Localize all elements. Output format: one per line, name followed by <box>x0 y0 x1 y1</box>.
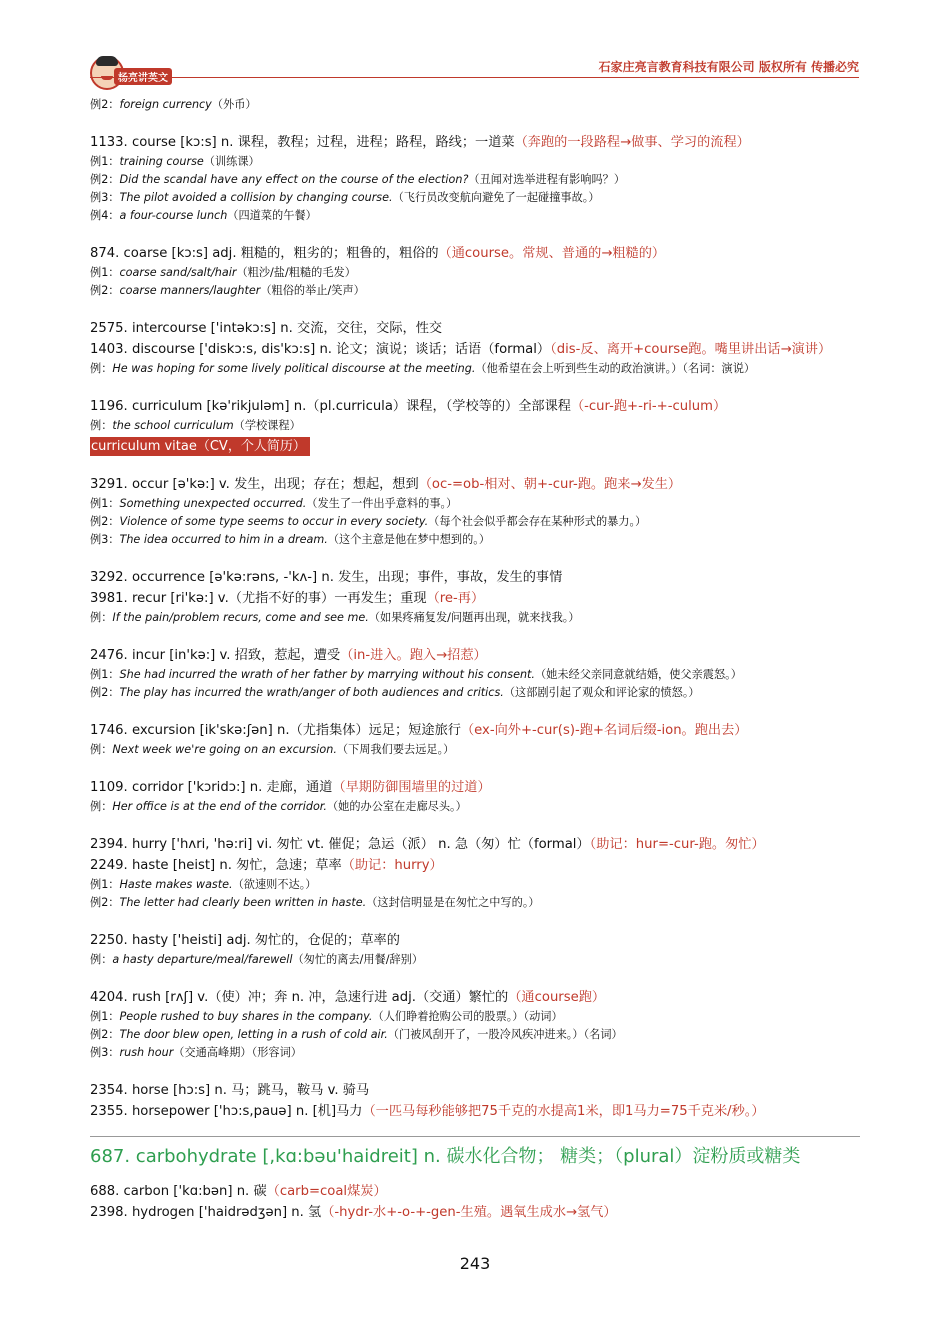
example-line: 例：Next week we're going on an excursion.（下周我们要去远足。） <box>90 743 455 756</box>
entry-carbon: 688. carbon ['kɑ:bən] n. 碳（carb=coal煤炭） <box>90 1184 387 1199</box>
entry-occur: 3291. occur [ə'kə:] v. 发生，出现；存在；想起，想到（oc-=ob-相对、朝+-cur-跑。跑来→发生） <box>90 477 682 492</box>
example-line: 例：Her office is at the end of the corridor.（她的办公室在走廊尽头。） <box>90 800 467 813</box>
entry-coarse: 874. coarse [kɔ:s] adj. 粗糙的，粗劣的；粗鲁的，粗俗的（通course。常规、普通的→粗糙的） <box>90 246 666 261</box>
example-line: 例：If the pain/problem recurs, come and see me.（如果疼痛复发/问题再出现，就来找我。） <box>90 611 580 624</box>
example-line: 例1：Haste makes waste.（欲速则不达。） <box>90 878 317 891</box>
entry-excursion: 1746. excursion [ik'skə:ʃən] n.（尤指集体）远足；短途旅行（ex-向外+-cur(s)-跑+名词后缀-ion。跑出去） <box>90 723 748 738</box>
entry-horsepower: 2355. horsepower ['hɔ:s,pauə] n. [机]马力（一匹马每秒能够把75千克的水提高1米，即1马力=75千克米/秒。） <box>90 1104 765 1119</box>
example-line: 例1：training course（训练课） <box>90 155 260 168</box>
entry-hasty: 2250. hasty ['heisti] adj. 匆忙的，仓促的；草率的 <box>90 933 400 948</box>
entry-corridor: 1109. corridor ['kɔridɔ:] n. 走廊，通道（早期防御围墙里的过道） <box>90 780 491 795</box>
entry-intercourse: 2575. intercourse ['intəkɔ:s] n. 交流，交往，交际，性交 <box>90 321 443 336</box>
logo-text: 杨亮讲英文 <box>114 68 172 85</box>
example-line: 例2：Violence of some type seems to occur in every society.（每个社会似乎都会存在某种形式的暴力。） <box>90 515 647 528</box>
example-line: 例2：The letter had clearly been written in haste.（这封信明显是在匆忙之中写的。） <box>90 896 540 909</box>
example-line: 例2：foreign currency（外币） <box>90 98 257 111</box>
example-line: 例：He was hoping for some lively political discourse at the meeting.（他希望在会上听到些生动的政治演讲。）（名词：演说） <box>90 362 756 375</box>
example-line: 例2：The door blew open, letting in a rush of cold air.（门被风刮开了，一股冷风疾冲进来。）（名词） <box>90 1028 623 1041</box>
header-divider <box>90 77 859 78</box>
vocabulary-content <box>90 96 860 1223</box>
entry-incur: 2476. incur [in'kə:] v. 招致，惹起，遭受（in-进入。跑入→招惹） <box>90 648 487 663</box>
example-line: 例：the school curriculum（学校课程） <box>90 419 301 432</box>
entry-curriculum: 1196. curriculum [kə'rikjuləm] n.（pl.curricula）课程，（学校等的）全部课程（-cur-跑+-ri-+-culum） <box>90 399 727 414</box>
section-divider <box>90 1136 860 1137</box>
entry-rush: 4204. rush [rʌʃ] v.（使）冲；奔 n. 冲，急速行进 adj.（交通）繁忙的（通course跑） <box>90 990 606 1005</box>
entry-hydrogen: 2398. hydrogen ['haidrədʒən] n. 氢（-hydr-水+-o-+-gen-生殖。遇氧生成水→氢气） <box>90 1205 617 1220</box>
entry-discourse: 1403. discourse ['diskɔ:s, dis'kɔ:s] n. 论文；演说；谈话；话语（formal）（dis-反、离开+course跑。嘴里讲出话→演讲） <box>90 342 832 357</box>
page-number: 243 <box>459 1254 491 1273</box>
example-line: 例2：Did the scandal have any effect on the course of the election?（丑闻对选举进程有影响吗？） <box>90 173 626 186</box>
example-line: 例：a hasty departure/meal/farewell（匆忙的离去/用餐/辞别） <box>90 953 424 966</box>
brand-logo <box>88 56 188 92</box>
entry-hurry: 2394. hurry ['hʌri, 'hə:ri] vi. 匆忙 vt. 催促；急运（派） n. 急（匆）忙（formal）（助记：hur=-cur-跑。匆忙） <box>90 837 765 852</box>
example-line: 例3：The idea occurred to him in a dream.（这个主意是他在梦中想到的。） <box>90 533 491 546</box>
highlight-curriculum-vitae: curriculum vitae（CV，个人简历） <box>90 437 310 456</box>
entry-carbohydrate-heading: 687. carbohydrate [,kɑ:bəu'haidreit] n. 碳水化合物； 糖类；（plural）淀粉质或糖类 <box>90 1146 801 1167</box>
example-line: 例1：Something unexpected occurred.（发生了一件出乎意料的事。） <box>90 497 458 510</box>
example-line: 例4：a four-course lunch（四道菜的午餐） <box>90 209 317 222</box>
example-line: 例1：coarse sand/salt/hair（粗沙/盐/粗糙的毛发） <box>90 266 356 279</box>
example-line: 例1：People rushed to buy shares in the company.（人们睁着抢购公司的股票。）（动词） <box>90 1010 563 1023</box>
entry-course: 1133. course [kɔ:s] n. 课程，教程；过程，进程；路程，路线；一道菜（奔跑的一段路程→做事、学习的流程） <box>90 135 750 150</box>
entry-horse: 2354. horse [hɔ:s] n. 马；跳马，鞍马 v. 骑马 <box>90 1083 370 1098</box>
example-line: 例2：coarse manners/laughter（粗俗的举止/笑声） <box>90 284 365 297</box>
example-line: 例3：The pilot avoided a collision by changing course.（飞行员改变航向避免了一起碰撞事故。） <box>90 191 600 204</box>
example-line: 例1：She had incurred the wrath of her father by marrying without his consent.（她未经父亲同意就结婚，使父亲震怒。） <box>90 668 742 681</box>
entry-occurrence: 3292. occurrence [ə'kə:rəns, -'kʌ-] n. 发生，出现；事件，事故，发生的事情 <box>90 570 563 585</box>
entry-recur: 3981. recur [ri'kə:] v.（尤指不好的事）一再发生；重现（re-再） <box>90 591 485 606</box>
example-line: 例2：The play has incurred the wrath/anger of both audiences and critics.（这部剧引起了观众和评论家的愤怒。） <box>90 686 700 699</box>
entry-haste: 2249. haste [heist] n. 匆忙，急速；草率（助记：hurry） <box>90 858 443 873</box>
copyright-notice: 石家庄亮言教育科技有限公司 版权所有 传播必究 <box>598 60 859 74</box>
example-line: 例3：rush hour（交通高峰期）（形容词） <box>90 1046 302 1059</box>
